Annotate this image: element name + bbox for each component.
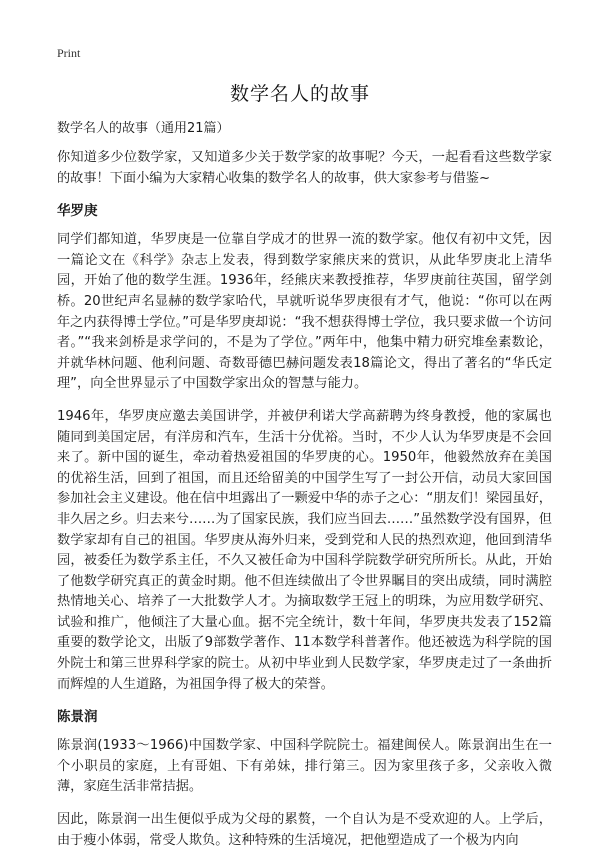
- section-heading: 华罗庚: [57, 203, 98, 220]
- section-paragraph: 1946年，华罗庚应邀去美国讲学，并被伊利诺大学高薪聘为终身教授，他的家属也随同到美国定居，有洋房和汽车，生活十分优裕。当时，不少人认为华罗庚是不会回来了。新中国的诞生，牵动着热爱祖国的华罗庚的心。1950年，他毅然放弃在美国的优裕生活，回到了祖国，而且还给留美的中国学生写了一封公开信，动员大家回国参加社会主义建设。他在信中坦露出了一颗爱中华的赤子之心：“朋友们！梁园虽好，非久居之乡。归去来兮……为了国家民族，我们应当回去……”虽然数学没有国界，但数学家却有自己的祖国。华罗庚从海外归来，受到党和人民的热烈欢迎，他回到清华园，被委任为数学系主任，不久又被任命为中国科学院数学研究所所长。从此，开始了他数学研究真正的黄金时期。他不但连续做出了令世界瞩目的突出成绩，同时满腔热情地关心、培养了一大批数学人才。为摘取数学王冠上的明珠，为应用数学研究、试验和推广，他倾注了大量心血。据不完全统计，数十年间，华罗庚共发表了152篇重要的数学论文，出版了9部数学著作、11本数学科普著作。他还被选为科学院的国外院士和第三世界科学家的院士。从初中毕业到人民数学家，华罗庚走过了一条曲折而辉煌的人生道路，为祖国争得了极大的荣誉。: [57, 408, 552, 692]
- document-body: [57, 119, 552, 863]
- section-chen-jingrun: [57, 707, 552, 851]
- print-label: Print: [57, 46, 81, 60]
- page-title: 数学名人的故事: [229, 83, 370, 105]
- section-paragraph: 陈景润(1933～1966)中国数学家、中国科学院院士。福建闽侯人。陈景润出生在一个小职员的家庭，上有哥姐、下有弟妹，排行第三。因为家里孩子多，父亲收入微薄，家庭生活非常拮据。: [57, 738, 552, 795]
- section-heading: 陈景润: [57, 709, 98, 726]
- section-paragraph: 因此，陈景润一出生便似乎成为父母的累赘，一个自认为是不受欢迎的人。上学后，由于瘦小体弱，常受人欺负。这种特殊的生活境况，把他塑造成了一个极为内向: [57, 812, 552, 848]
- intro-paragraph: 你知道多少位数学家，又知道多少关于数学家的故事呢？今天，一起看看这些数学家的故事！下面小编为大家精心收集的数学名人的故事，供大家参考与借鉴~: [57, 150, 552, 186]
- section-paragraph: 同学们都知道，华罗庚是一位靠自学成才的世界一流的数学家。他仅有初中文凭，因一篇论文在《科学》杂志上发表，得到数学家熊庆来的赏识，从此华罗庚北上清华园，开始了他的数学生涯。1936年，经熊庆来教授推荐，华罗庚前往英国，留学剑桥。20世纪声名显赫的数学家哈代，早就听说华罗庚很有才气，他说：“你可以在两年之内获得博士学位。”可是华罗庚却说：“我不想获得博士学位，我只要求做一个访问者。”“我来剑桥是求学问的，不是为了学位。”两年中，他集中精力研究堆垒素数论，并就华林问题、他利问题、奇数哥德巴赫问题发表18篇论文，得出了著名的“华氏定理”，向全世界显示了中国数学家出众的智慧与能力。: [57, 232, 552, 392]
- document-subtitle: 数学名人的故事（通用21篇）: [57, 121, 230, 136]
- section-hua-luogeng: [57, 201, 552, 695]
